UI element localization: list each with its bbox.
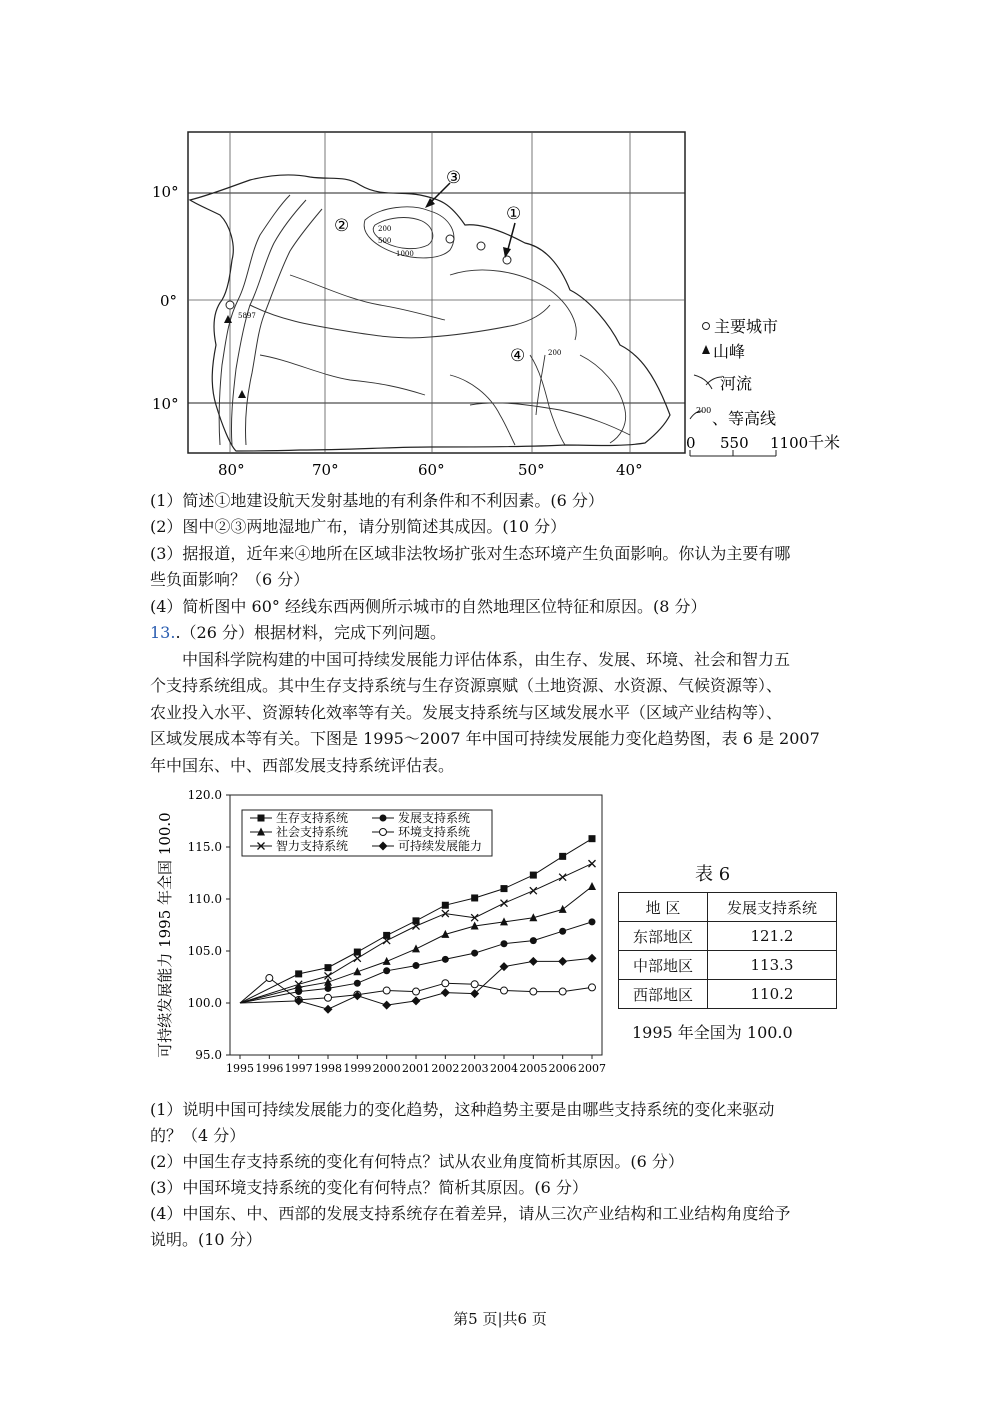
data-point [589, 835, 596, 842]
data-point [589, 860, 596, 867]
legend-city-label: 主要城市 [714, 317, 779, 336]
x-tick-label: 2001 [402, 1062, 430, 1075]
legend-contour-value: 200 [696, 406, 712, 415]
data-point [501, 987, 508, 994]
page-footer: 第5 页|共6 页 [453, 1310, 547, 1328]
data-point [501, 940, 508, 947]
x-tick-label: 1996 [255, 1062, 284, 1075]
data-point [471, 894, 478, 901]
legend-contour-label: 、等高线 [712, 409, 777, 428]
legend-label: 社会支持系统 [276, 825, 349, 839]
city-quito [226, 301, 234, 309]
data-point [324, 1005, 333, 1014]
marker-2: ② [334, 216, 350, 236]
x-tick-label: 1999 [343, 1062, 372, 1075]
marker-1: ① [506, 204, 522, 224]
data-point [382, 1001, 391, 1010]
y-tick-label: 110.0 [187, 892, 222, 906]
andes-ridge-3 [245, 209, 322, 445]
peak-height: 5897 [238, 312, 256, 320]
q12-item-2: (2）图中②③两地湿地广布，请分别简述其成因。(10 分） [150, 517, 567, 536]
x-tick-label: 1998 [314, 1062, 342, 1075]
legend-peak-label: 山峰 [713, 342, 746, 361]
city-kourou [503, 256, 511, 264]
data-point [471, 981, 478, 988]
x-tick-label: 2005 [519, 1062, 548, 1075]
data-point [501, 900, 508, 907]
peak-icon [238, 390, 246, 398]
data-point [413, 962, 420, 969]
table-cell: 西部地区 [619, 980, 708, 1009]
data-point [295, 988, 302, 995]
series-square [240, 835, 596, 1003]
chart-legend [242, 810, 492, 856]
data-point [441, 988, 450, 997]
amazon-river [250, 305, 550, 338]
series-diamond [240, 954, 597, 1014]
contour-east-2 [470, 403, 630, 435]
table-header-row [619, 893, 837, 922]
q12-item-3: (3）据报道，近年来④地所在区域非法牧场扩张对生态环境产生负面影响。你认为主要有哪 [150, 544, 791, 563]
contour-brazil [450, 270, 576, 340]
y-axis-label: 可持续发展能力 1995 年全国 100.0 [156, 812, 174, 1058]
river-3 [290, 275, 445, 320]
table6-note: 1995 年全国为 100.0 [632, 1023, 793, 1042]
lat-label: 10° [152, 395, 179, 413]
data-point [380, 815, 387, 822]
marker-4: ④ [510, 346, 526, 366]
data-point [588, 954, 597, 963]
q13-material-line: 农业投入水平、资源转化效率等有关。发展支持系统与区域发展水平（区域产业结构等）、 [150, 703, 783, 722]
data-point [354, 980, 361, 987]
lon-label: 80° [218, 461, 245, 475]
data-point [558, 957, 567, 966]
data-point [325, 985, 332, 992]
q13-item-1: (1）说明中国可持续发展能力的变化趋势，这种趋势主要是由哪些支持系统的变化来驱动 [150, 1100, 775, 1119]
legend-label: 发展支持系统 [398, 811, 471, 825]
data-point [383, 967, 390, 974]
table-header: 发展支持系统 [708, 893, 837, 922]
q13-header-text: .（26 分）根据材料，完成下列问题。 [175, 623, 446, 642]
data-point [529, 957, 538, 966]
series-triangle [240, 882, 596, 1003]
q13-header [150, 620, 446, 646]
lat-label: 0° [160, 292, 178, 310]
data-point [530, 872, 537, 879]
lon-label: 60° [418, 461, 445, 475]
x-tick-label: 1997 [284, 1062, 313, 1075]
data-point [559, 853, 566, 860]
q13-item-4: (4）中国东、中、西部的发展支持系统存在着差异，请从三次产业结构和工业结构角度给予 [150, 1204, 791, 1223]
data-point [530, 937, 537, 944]
data-point [354, 955, 361, 962]
city-paramaribo [477, 242, 485, 250]
map-frame [188, 132, 685, 453]
table-row [619, 922, 837, 951]
data-point [295, 970, 302, 977]
table-cell: 113.3 [708, 951, 837, 980]
y-tick-label: 105.0 [187, 944, 222, 958]
data-point [589, 918, 596, 925]
legend-peak-icon [702, 345, 710, 354]
scale-label: 550 [720, 434, 749, 452]
x-tick-label: 2006 [548, 1062, 577, 1075]
x-tick-label: 2003 [460, 1062, 489, 1075]
marker-3: ③ [446, 168, 462, 188]
data-point [380, 829, 387, 836]
andes-ridge-2 [231, 200, 306, 445]
y-tick-label: 115.0 [187, 840, 222, 854]
series-line [240, 864, 592, 1003]
legend-river-icon [694, 375, 722, 389]
q13-material-line: 年中国东、中、西部发展支持系统评估表。 [150, 756, 455, 775]
data-point [530, 988, 537, 995]
scale-label: 0 [686, 434, 696, 452]
x-tick-label: 2000 [372, 1062, 401, 1075]
y-tick-label: 95.0 [195, 1048, 222, 1062]
data-point [442, 956, 449, 963]
data-point [412, 996, 421, 1005]
lon-label: 40° [616, 461, 643, 475]
legend-label: 智力支持系统 [276, 839, 349, 853]
legend-city-icon [703, 323, 710, 330]
data-point [559, 905, 567, 913]
contour-value: 200 [548, 349, 562, 357]
city-georgetown [446, 235, 454, 243]
x-tick-label: 2007 [578, 1062, 606, 1075]
data-point [325, 994, 332, 1001]
data-point [559, 928, 566, 935]
data-point [442, 902, 449, 909]
river-5 [530, 355, 565, 445]
x-tick-label: 1995 [226, 1062, 254, 1075]
south-america-map [150, 125, 850, 475]
legend-river-label: 河流 [720, 374, 753, 393]
q13-number: 13. [150, 623, 176, 642]
data-point [559, 874, 566, 881]
river-4 [450, 375, 515, 445]
contour-value: 1000 [396, 250, 414, 258]
scale-label: 1100 [770, 434, 809, 452]
data-point [559, 988, 566, 995]
q13-material-line: 中国科学院构建的中国可持续发展能力评估体系，由生存、发展、环境、社会和智力五 [182, 650, 791, 669]
data-point [383, 957, 391, 965]
table-header: 地 区 [619, 893, 708, 922]
series-cross [240, 860, 596, 1003]
q13-material-line: 个支持系统组成。其中生存支持系统与生存资源禀赋（土地资源、水资源、气候资源等）、 [150, 676, 783, 695]
data-point [412, 944, 420, 952]
x-tick-label: 2004 [490, 1062, 518, 1075]
table-cell: 110.2 [708, 980, 837, 1009]
data-point [530, 887, 537, 894]
data-point [258, 815, 265, 822]
q13-material-line: 区域发展成本等有关。下图是 1995～2007 年中国可持续发展能力变化趋势图，表 6 是 2007 [150, 729, 820, 748]
data-point [325, 964, 332, 971]
table-cell: 中部地区 [619, 951, 708, 980]
lon-label: 50° [518, 461, 545, 475]
legend-label: 环境支持系统 [398, 825, 471, 839]
q13-item-2: (2）中国生存支持系统的变化有何特点？试从农业角度简析其原因。(6 分） [150, 1152, 684, 1171]
table-row [619, 951, 837, 980]
q13-item-4-cont: 说明。(10 分） [150, 1230, 262, 1249]
q13-item-1-cont: 的？（4 分） [150, 1126, 246, 1145]
table-row [619, 980, 837, 1009]
data-point [442, 980, 449, 987]
y-tick-label: 100.0 [187, 996, 222, 1010]
data-point [413, 988, 420, 995]
q12-item-4: (4）简析图中 60° 经线东西两侧所示城市的自然地理区位特征和原因。(8 分） [150, 597, 707, 616]
q12-item-1: (1）简述①地建设航天发射基地的有利条件和不利因素。(6 分） [150, 491, 604, 510]
trend-chart-svg [150, 790, 610, 1080]
data-point [354, 949, 361, 956]
legend-label: 可持续发展能力 [398, 839, 483, 853]
coastline [190, 175, 670, 451]
data-point [471, 950, 478, 957]
data-point [588, 882, 596, 890]
q12-item-3-cont: 些负面影响？（6 分） [150, 570, 310, 589]
data-point [383, 987, 390, 994]
data-point [266, 975, 273, 982]
contour-value: 500 [378, 237, 392, 245]
table6-title: 表 6 [695, 864, 731, 885]
x-tick-label: 2002 [431, 1062, 460, 1075]
lon-label: 70° [312, 461, 339, 475]
data-point [501, 885, 508, 892]
river-2 [260, 355, 425, 395]
y-tick-label: 120.0 [187, 790, 222, 802]
legend-label: 生存支持系统 [276, 811, 349, 825]
contour-value: 200 [378, 225, 392, 233]
trend-chart [150, 790, 610, 1080]
data-point [589, 984, 596, 991]
scale-unit: 千米 [808, 433, 841, 452]
q13-item-3: (3）中国环境支持系统的变化有何特点？简析其原因。(6 分） [150, 1178, 588, 1197]
map-figure [150, 125, 850, 475]
lat-label: 10° [152, 183, 179, 201]
table-cell: 东部地区 [619, 922, 708, 951]
table-cell: 121.2 [708, 922, 837, 951]
table6 [618, 892, 837, 1009]
